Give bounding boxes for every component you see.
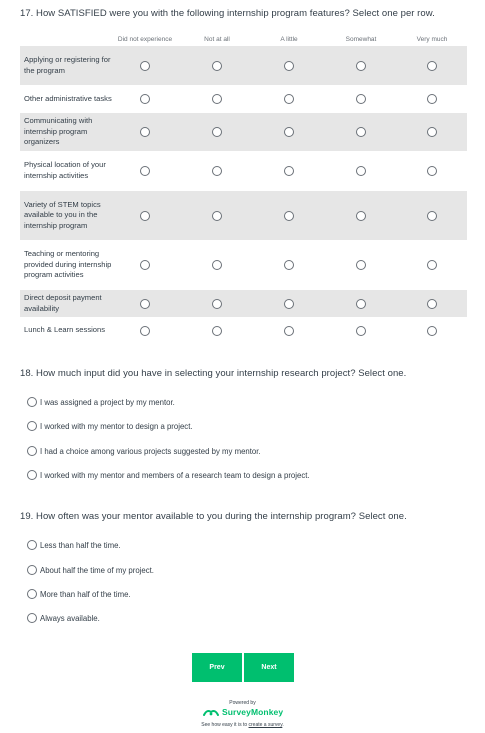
choice-option[interactable] [27,446,261,456]
row-label: Communicating with internship program organizers [24,116,93,147]
prev-button[interactable]: Prev [192,653,242,682]
choice-option[interactable] [27,397,175,407]
choice-label: I worked with my mentor and members of a research team to design a project. [40,470,310,480]
choice-option[interactable] [27,613,100,623]
radio-button[interactable] [212,61,222,71]
radio-button[interactable] [140,61,150,71]
row-label: Variety of STEM topics available to you in the internship program [24,199,101,230]
surveymonkey-logo[interactable] [203,707,283,717]
radio-button[interactable] [356,94,366,104]
row-label: Physical location of your internship activities [24,160,106,180]
radio-button[interactable] [284,260,294,270]
choice-label: I worked with my mentor to design a project. [40,421,193,431]
choice-label: About half the time of my project. [40,565,154,575]
row-label: Other administrative tasks [24,93,112,103]
matrix-row [20,113,467,151]
radio-button[interactable] [284,61,294,71]
radio-button[interactable] [427,127,437,137]
row-label: Applying or registering for the program [24,54,111,75]
radio-button[interactable] [284,166,294,176]
radio-button[interactable] [27,540,37,550]
matrix-row [20,290,467,317]
radio-button[interactable] [27,446,37,456]
question-19-title: 19. How often was your mentor available to you during the internship program? Select one. [20,511,407,522]
radio-button[interactable] [427,94,437,104]
radio-button[interactable] [427,299,437,309]
radio-button[interactable] [212,211,222,221]
choice-option[interactable] [27,589,131,599]
choice-label: I was assigned a project by my mentor. [40,397,175,407]
column-header: Not at all [204,36,230,43]
radio-button[interactable] [27,397,37,407]
choice-label: I had a choice among various projects suggested by my mentor. [40,446,261,456]
radio-button[interactable] [356,166,366,176]
row-label: Teaching or mentoring provided during internship program activities [24,249,112,280]
row-label: Direct deposit payment availability [24,292,102,313]
question-17-title: 17. How SATISFIED were you with the following internship program features? Select one per row. [20,8,435,19]
tagline-text: See how easy it is to [201,722,248,728]
radio-button[interactable] [356,326,366,336]
radio-button[interactable] [212,260,222,270]
choice-option[interactable] [27,421,193,431]
choice-option[interactable] [27,565,154,575]
radio-button[interactable] [427,260,437,270]
choice-option[interactable] [27,470,310,480]
column-header: A little [280,36,298,43]
next-button[interactable]: Next [244,653,294,682]
choice-label: More than half of the time. [40,589,131,599]
footer-tagline [0,722,485,728]
radio-button[interactable] [212,127,222,137]
choice-label: Less than half the time. [40,540,121,550]
matrix-row [20,46,467,85]
radio-button[interactable] [356,127,366,137]
satisfaction-matrix [20,36,467,344]
radio-button[interactable] [27,421,37,431]
radio-button[interactable] [427,166,437,176]
radio-button[interactable] [27,470,37,480]
radio-button[interactable] [212,94,222,104]
radio-button[interactable] [140,260,150,270]
matrix-row [20,151,467,191]
tagline-period: . [282,722,284,728]
radio-button[interactable] [356,211,366,221]
radio-button[interactable] [427,326,437,336]
powered-by-text: Powered by [229,700,256,706]
radio-button[interactable] [140,127,150,137]
surveymonkey-logo-icon [203,708,219,717]
create-survey-link[interactable]: create a survey [248,722,283,728]
radio-button[interactable] [212,326,222,336]
radio-button[interactable] [356,260,366,270]
matrix-row [20,191,467,240]
radio-button[interactable] [284,94,294,104]
column-header: Did not experience [117,36,173,43]
radio-button[interactable] [140,94,150,104]
matrix-row [20,85,467,113]
radio-button[interactable] [140,326,150,336]
column-header: Somewhat [345,36,377,43]
row-label: Lunch & Learn sessions [24,325,106,335]
radio-button[interactable] [284,211,294,221]
radio-button[interactable] [212,299,222,309]
radio-button[interactable] [427,61,437,71]
radio-button[interactable] [356,61,366,71]
radio-button[interactable] [356,299,366,309]
radio-button[interactable] [212,166,222,176]
choice-label: Always available. [40,613,100,623]
radio-button[interactable] [427,211,437,221]
matrix-row [20,240,467,290]
radio-button[interactable] [140,166,150,176]
question-18-title: 18. How much input did you have in selecting your internship research project? Select one. [20,368,407,379]
radio-button[interactable] [27,589,37,599]
brand-name: SurveyMonkey [222,707,284,717]
radio-button[interactable] [140,299,150,309]
choice-option[interactable] [27,540,121,550]
radio-button[interactable] [140,211,150,221]
radio-button[interactable] [284,127,294,137]
radio-button[interactable] [27,613,37,623]
matrix-header [20,36,467,46]
column-header: Very much [416,36,448,43]
radio-button[interactable] [27,565,37,575]
radio-button[interactable] [284,326,294,336]
matrix-row [20,317,467,344]
radio-button[interactable] [284,299,294,309]
